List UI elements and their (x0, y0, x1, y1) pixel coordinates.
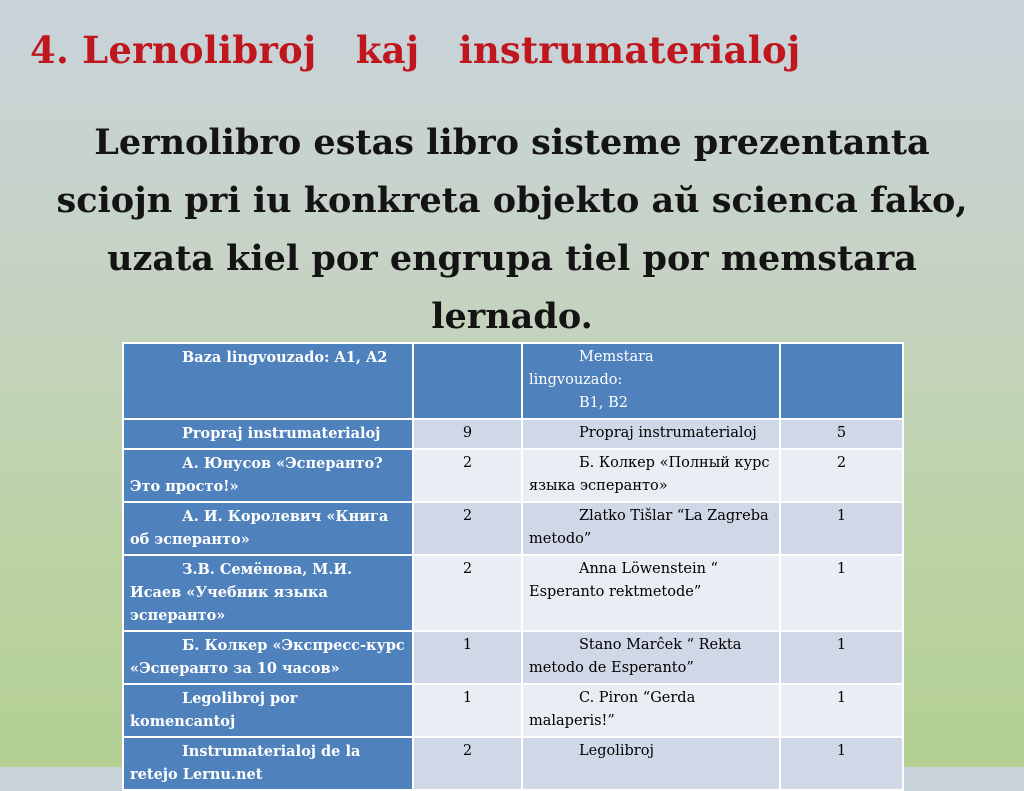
table-header-row (123, 343, 903, 419)
header-independent-count (780, 343, 903, 419)
basic-book: Instrumaterialoj de la retejo Lernu.net (123, 737, 413, 790)
textbooks-table (122, 342, 904, 791)
independent-book: Anna Löwenstein “ Esperanto rektmetode” (522, 555, 780, 631)
independent-book: Zlatko Tišlar “La Zagreba metodo” (522, 502, 780, 555)
basic-book: А. Юнусов «Эсперанто? Это просто!» (123, 449, 413, 502)
basic-count: 2 (413, 555, 522, 631)
basic-book: А. И. Королевич «Книга об эсперанто» (123, 502, 413, 555)
table-row (123, 419, 903, 449)
independent-count: 1 (780, 631, 903, 684)
basic-count: 2 (413, 449, 522, 502)
definition-paragraph: Lernolibro estas libro sisteme prezentanta sciojn pri iu konkreta objekto aŭ scienca fako, uzata kiel por engrupa tiel por memstara lernado. (56, 122, 968, 337)
independent-count: 1 (780, 684, 903, 737)
slide-title: 4. Lernolibroj kaj instrumaterialoj (30, 28, 801, 72)
header-independent-line2: lingvouzado: (529, 372, 623, 388)
basic-count: 1 (413, 631, 522, 684)
independent-count: 1 (780, 737, 903, 790)
table-row (123, 555, 903, 631)
independent-book: Propraj instrumaterialoj (522, 419, 780, 449)
header-independent-line3: B1, B2 (579, 395, 628, 411)
basic-count: 2 (413, 737, 522, 790)
independent-book: Stano Marĉek “ Rekta metodo de Esperanto” (522, 631, 780, 684)
basic-count: 9 (413, 419, 522, 449)
independent-count: 1 (780, 555, 903, 631)
header-independent-line1: Memstara (579, 349, 654, 365)
basic-count: 1 (413, 684, 522, 737)
independent-count: 1 (780, 502, 903, 555)
basic-book: З.В. Семёнова, М.И. Исаев «Учебник языка эсперанто» (123, 555, 413, 631)
independent-book: Б. Колкер «Полный курс языка эсперанто» (522, 449, 780, 502)
independent-count: 5 (780, 419, 903, 449)
table-row (123, 631, 903, 684)
table-row (123, 502, 903, 555)
independent-count: 2 (780, 449, 903, 502)
header-independent-level (522, 343, 780, 419)
basic-book: Б. Колкер «Экспресс-курс «Эсперанто за 10 часов» (123, 631, 413, 684)
header-basic-count (413, 343, 522, 419)
table-row (123, 737, 903, 790)
header-basic-level: Baza lingvouzado: A1, A2 (123, 343, 413, 419)
basic-count: 2 (413, 502, 522, 555)
basic-book: Legolibroj por komencantoj (123, 684, 413, 737)
basic-book: Propraj instrumaterialoj (123, 419, 413, 449)
table-row (123, 684, 903, 737)
independent-book: Legolibroj (522, 737, 780, 790)
independent-book: C. Piron “Gerda malaperis!” (522, 684, 780, 737)
table-row (123, 449, 903, 502)
